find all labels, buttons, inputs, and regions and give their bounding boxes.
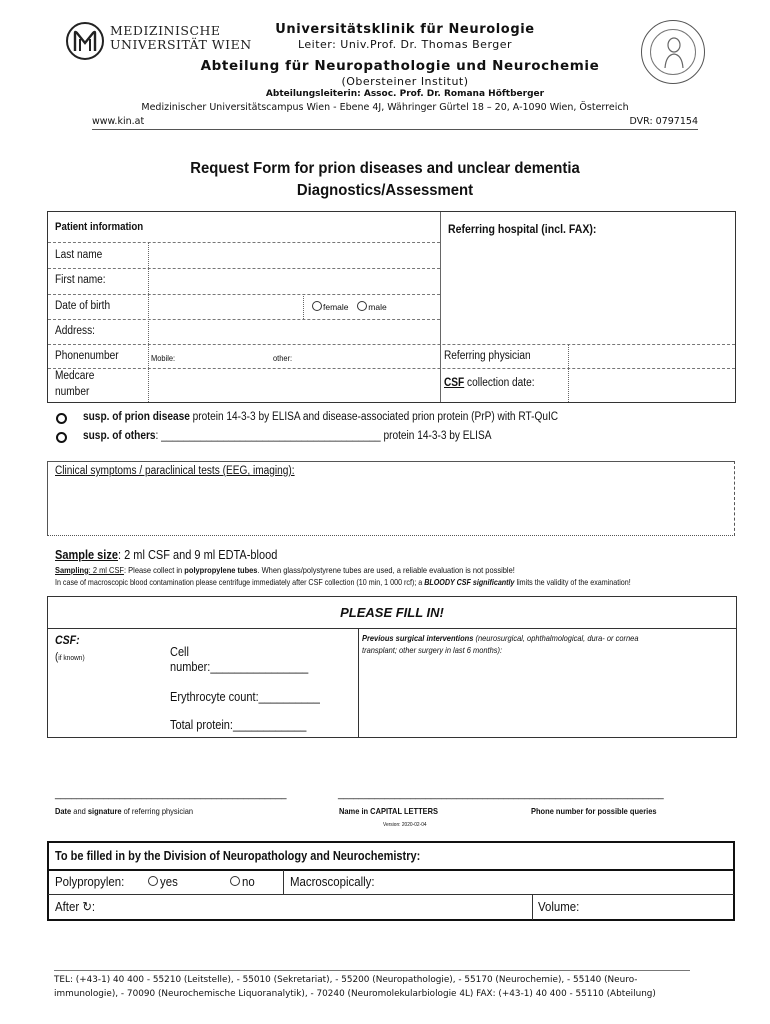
footer-rule (54, 970, 690, 971)
last-name-label: Last name (55, 249, 103, 261)
clinic-name: Universitätsklinik für Neurologie (275, 22, 535, 37)
yes-label: yes (160, 874, 178, 889)
others-option-label: susp. of others: _______________________________________ protein 14-3-3 by ELISA (83, 430, 492, 442)
row-line (48, 344, 735, 345)
referring-physician-label: Referring physician (444, 350, 531, 362)
referring-hospital-field[interactable] (444, 240, 732, 340)
surgical-label-2: transplant; other surgery in last 6 months): (362, 645, 503, 655)
row-line (48, 242, 440, 243)
division-divider (283, 870, 284, 894)
please-fill-in-heading: PLEASE FILL IN! (340, 605, 444, 620)
csf-date-field[interactable] (570, 370, 734, 400)
first-name-label: First name: (55, 274, 106, 286)
male-radio[interactable] (357, 301, 367, 311)
cell-label: Cell (170, 645, 189, 659)
csf-date-label: CSF collection date: (444, 377, 535, 389)
contamination-note: In case of macroscopic blood contamination please centrifuge immediately after CSF collection (10 min, 1 000 rcf); a BLOODY CSF significantly limits the validity of the examination! (55, 577, 631, 587)
row-line (48, 319, 440, 320)
row-line (48, 294, 440, 295)
first-name-field[interactable] (150, 270, 438, 292)
other-phone-label: other: (273, 353, 293, 363)
others-option-radio[interactable] (56, 432, 67, 443)
prion-option-label: susp. of prion disease protein 14-3-3 by ELISA and disease-associated prion protein (PrP) with RT-QuIC (83, 411, 559, 423)
volume-label: Volume: (538, 899, 580, 914)
date-signature-label: Date and signature of referring physician (55, 806, 194, 816)
medcare-label-2: number (55, 386, 90, 398)
division-divider (532, 895, 533, 920)
website[interactable]: www.kin.at (92, 116, 145, 127)
table-divider (148, 243, 149, 402)
erythrocyte-count-field[interactable]: Erythrocyte count:__________ (170, 690, 320, 704)
table-divider (440, 212, 441, 402)
form-title: Request Form for prion diseases and unclear dementia (190, 160, 580, 177)
polypropylen-label: Polypropylen: (55, 874, 125, 889)
clinical-symptoms-label: Clinical symptoms / paraclinical tests (EEG, imaging): (55, 465, 295, 477)
referring-hospital-label: Referring hospital (incl. FAX): (448, 222, 597, 236)
no-radio[interactable] (230, 876, 240, 886)
table-divider (568, 344, 569, 402)
sample-size: Sample size: 2 ml CSF and 9 ml EDTA-blood (55, 548, 278, 562)
csf-heading: CSF: (55, 633, 80, 647)
footer-phone-line: TEL: (+43-1) 40 400 - 55210 (Leitstelle), - 55010 (Sekretariat), - 55200 (Neuropathologie), - 55170 (Neurochemie), - 55140 (Neuro- (54, 975, 638, 985)
meduni-logo (66, 22, 104, 60)
patient-info-heading: Patient information (55, 221, 144, 233)
cell-number-field[interactable]: number:________________ (170, 660, 309, 674)
row-line (48, 268, 440, 269)
header-rule (92, 129, 698, 130)
address-line: Medizinischer Universitätscampus Wien - Ebene 4J, Währinger Gürtel 18 – 20, A-1090 Wien, Österreich (141, 102, 629, 113)
fill-in-divider (358, 629, 359, 737)
footer-fax-line: immunologie), - 70090 (Neurochemische Liquoranalytik), - 70240 (Neuromolekularbiologie 4L) FAX: (+43-1) 40 400 - 55110 (Abteilung) (54, 989, 656, 999)
no-label: no (242, 874, 255, 889)
institute-name: (Obersteiner Institut) (341, 75, 469, 88)
last-name-field[interactable] (150, 244, 438, 266)
male-label: male (368, 302, 387, 312)
after-centrifuge-label: After ↻: (55, 899, 96, 914)
yes-radio[interactable] (148, 876, 158, 886)
department-head: Abteilungsleiterin: Assoc. Prof. Dr. Romana Höftberger (265, 89, 545, 99)
if-known-note: (if known) (55, 651, 85, 663)
sampling-note: Sampling: 2 ml CSF: Please collect in polypropylene tubes. When glass/polystyrene tubes are used, a reliable evaluation is not possible! (55, 565, 515, 575)
macroscopically-label: Macroscopically: (290, 874, 375, 889)
row-line (48, 368, 735, 369)
university-name: MEDIZINISCHE UNIVERSITÄT WIEN (110, 23, 252, 52)
obersteiner-seal-logo (641, 20, 705, 84)
fill-in-rule (48, 628, 736, 629)
female-radio[interactable] (312, 301, 322, 311)
name-phone-line[interactable]: _______________________________________________________________ (338, 788, 664, 800)
surgical-label: Previous surgical interventions (neurosurgical, ophthalmological, dura- or cornea (362, 633, 639, 643)
table-divider (303, 294, 304, 319)
division-heading: To be filled in by the Division of Neuropathology and Neurochemistry: (55, 849, 421, 863)
prion-option-radio[interactable] (56, 413, 67, 424)
medcare-label: Medcare (55, 370, 95, 382)
phone-label: Phonenumber (55, 350, 119, 362)
dvr-number: DVR: 0797154 (629, 116, 698, 127)
department-name: Abteilung für Neuropathologie und Neurochemie (200, 58, 600, 74)
signature-line[interactable]: ___________________________________________ (55, 788, 287, 800)
referring-physician-field[interactable] (570, 346, 734, 366)
mobile-label: Mobile: (151, 353, 176, 363)
division-rule (48, 894, 734, 895)
address-label: Address: (55, 325, 95, 337)
dob-field[interactable] (150, 296, 300, 318)
division-rule (48, 869, 734, 871)
total-protein-field[interactable]: Total protein:____________ (170, 718, 307, 732)
address-field[interactable] (150, 321, 438, 343)
dob-label: Date of birth (55, 300, 111, 312)
female-label: female (323, 302, 349, 312)
surgical-field[interactable] (362, 658, 732, 734)
form-subtitle: Diagnostics/Assessment (296, 182, 474, 199)
medcare-field[interactable] (150, 370, 438, 400)
gender-options (312, 301, 387, 312)
phone-queries-label: Phone number for possible queries (531, 806, 657, 816)
version-label: Version: 2020-02-04 (383, 822, 427, 828)
name-capitals-label: Name in CAPITAL LETTERS (339, 806, 439, 816)
clinic-head: Leiter: Univ.Prof. Dr. Thomas Berger (297, 38, 513, 51)
